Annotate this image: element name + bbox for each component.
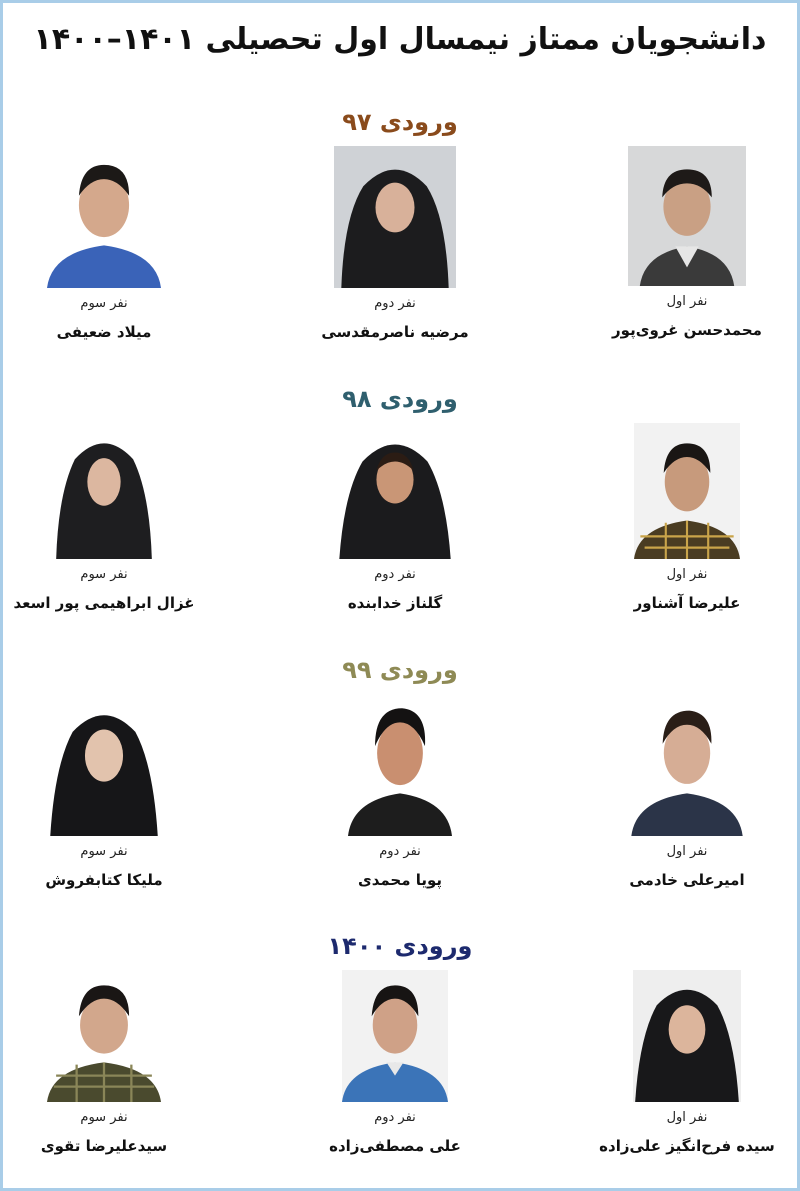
student-card — [275, 970, 515, 1155]
student-photo — [334, 146, 456, 288]
student-rank: نفر اول — [666, 567, 708, 582]
student-name: ملیکا کتابفروش — [45, 871, 163, 889]
section-heading-97: ورودی ۹۷ — [342, 108, 458, 136]
student-name: امیرعلی خادمی — [629, 871, 745, 889]
student-photo — [633, 970, 741, 1102]
student-card — [567, 970, 800, 1155]
section-heading-98: ورودی ۹۸ — [342, 385, 458, 413]
student-card — [275, 423, 515, 612]
student-photo — [634, 423, 740, 559]
student-rank: نفر اول — [666, 844, 708, 859]
student-photo — [628, 146, 746, 286]
section-heading-1400: ورودی ۱۴۰۰ — [327, 932, 473, 960]
page-title: دانشجویان ممتاز نیمسال اول تحصیلی ۱۴۰۱–۱۴۰۰ — [33, 22, 767, 57]
student-name: گلناز خدابنده — [347, 594, 443, 612]
student-name: سیدعلیرضا تقوی — [40, 1137, 168, 1155]
student-rank: نفر دوم — [379, 844, 421, 859]
student-name: علیرضا آشناور — [633, 594, 741, 612]
student-card — [0, 970, 224, 1155]
student-photo — [342, 970, 448, 1102]
student-name: میلاد ضعیفی — [56, 323, 152, 341]
student-rank: نفر دوم — [374, 1110, 416, 1125]
student-card — [0, 146, 224, 341]
student-card — [280, 694, 520, 889]
student-card — [567, 694, 800, 889]
student-photo — [348, 694, 452, 836]
student-rank: نفر سوم — [80, 844, 128, 859]
student-name: سیده فرح‌انگیز علی‌زاده — [599, 1137, 775, 1155]
student-rank: نفر دوم — [374, 567, 416, 582]
student-photo — [47, 146, 161, 288]
student-card — [275, 146, 515, 341]
student-name: علی مصطفی‌زاده — [329, 1137, 461, 1155]
student-photo — [47, 970, 161, 1102]
student-photo — [48, 694, 160, 836]
student-rank: نفر سوم — [80, 567, 128, 582]
student-card — [0, 423, 224, 612]
student-name: پویا محمدی — [357, 871, 443, 889]
student-name: غزال ابراهیمی پور اسعد — [13, 594, 195, 612]
student-name: مرضیه ناصرمقدسی — [321, 323, 469, 341]
student-photo — [52, 423, 156, 559]
student-card — [567, 423, 800, 612]
student-rank: نفر سوم — [80, 1110, 128, 1125]
student-rank: نفر اول — [666, 1110, 708, 1125]
student-name: محمدحسن غروی‌پور — [612, 321, 762, 339]
student-rank: نفر سوم — [80, 296, 128, 311]
student-photo — [629, 694, 745, 836]
student-card — [567, 146, 800, 339]
student-rank: نفر دوم — [374, 296, 416, 311]
student-card — [0, 694, 224, 889]
student-rank: نفر اول — [666, 294, 708, 309]
section-heading-99: ورودی ۹۹ — [342, 656, 458, 684]
student-photo — [337, 423, 453, 559]
